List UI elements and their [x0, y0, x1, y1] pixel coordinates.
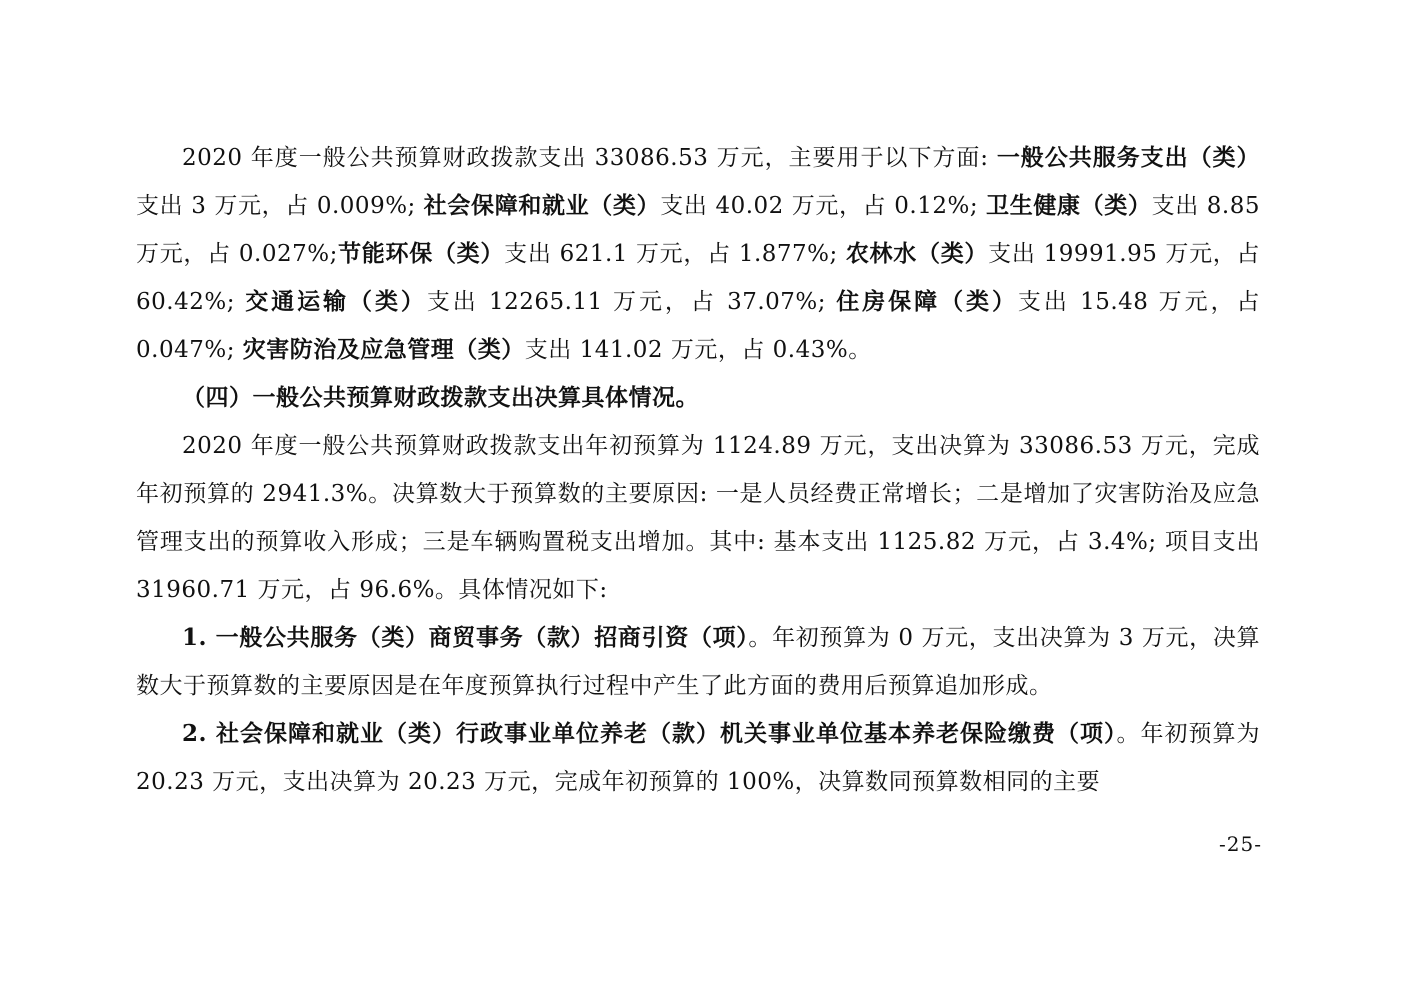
text-segment: 支出 8.85 万元，占 0.027%;: [136, 193, 1261, 267]
paragraph-expenditure-summary: [136, 134, 1260, 374]
paragraph-item-1: [136, 614, 1260, 710]
text-segment: 支出 19991.95 万元，占 60.42%;: [136, 241, 1261, 315]
text-segment: 支出 621.1 万元，占 1.877%;: [504, 241, 846, 267]
paragraph-budget-overview: 2020 年度一般公共预算财政拨款支出年初预算为 1124.89 万元，支出决算为 33086.53 万元，完成年初预算的 2941.3%。决算数大于预算数的主要原因: 一是人员经费正常增长；二是增加了灾害防治及应急管理支出的预算收入形成；三是车辆购置税支出增加。其中: 基本支出 1125.82 万元，占 3.4%; 项目支出 31960.71 万元，占 96.6%。具体情况如下:: [136, 433, 1260, 603]
text-segment: 支出 40.02 万元，占 0.12%;: [660, 193, 987, 219]
bold-category: 住房保障（类）: [836, 288, 1018, 315]
text-segment: 支出 3 万元，占 0.009%;: [136, 193, 424, 219]
bold-category: 灾害防治及应急管理（类）: [242, 336, 525, 363]
page-number: -25-: [1219, 832, 1262, 856]
text-segment: 支出 15.48 万元，占 0.047%;: [136, 289, 1261, 363]
text-segment: 支出 141.02 万元，占 0.43%。: [524, 337, 872, 363]
bold-category: 节能环保（类）: [337, 240, 505, 267]
item-text: 。年初预算为 20.23 万元，支出决算为 20.23 万元，完成年初预算的 100%，决算数同预算数相同的主要: [136, 721, 1260, 795]
bold-category: 社会保障和就业（类）: [423, 192, 661, 219]
bold-category: 交通运输（类）: [245, 288, 427, 315]
bold-category: 农林水（类）: [845, 240, 989, 267]
section-heading: （四）一般公共预算财政拨款支出决算具体情况。: [182, 384, 699, 411]
item-text: 。年初预算为 0 万元，支出决算为 3 万元，决算数大于预算数的主要原因是在年度预算执行过程中产生了此方面的费用后预算追加形成。: [136, 625, 1260, 699]
text-segment: 支出 12265.11 万元，占 37.07%;: [426, 289, 837, 315]
item-title: 1. 一般公共服务（类）商贸事务（款）招商引资（项）: [182, 624, 749, 651]
text-segment: 2020 年度一般公共预算财政拨款支出 33086.53 万元，主要用于以下方面:: [182, 145, 997, 171]
document-body: [136, 134, 1260, 806]
item-title: 2. 社会保障和就业（类）行政事业单位养老（款）机关事业单位基本养老保险缴费（项）: [182, 720, 1117, 747]
bold-category: 卫生健康（类）: [986, 192, 1152, 219]
paragraph-item-2: [136, 710, 1260, 806]
bold-category: 一般公共服务支出（类）: [996, 144, 1261, 171]
